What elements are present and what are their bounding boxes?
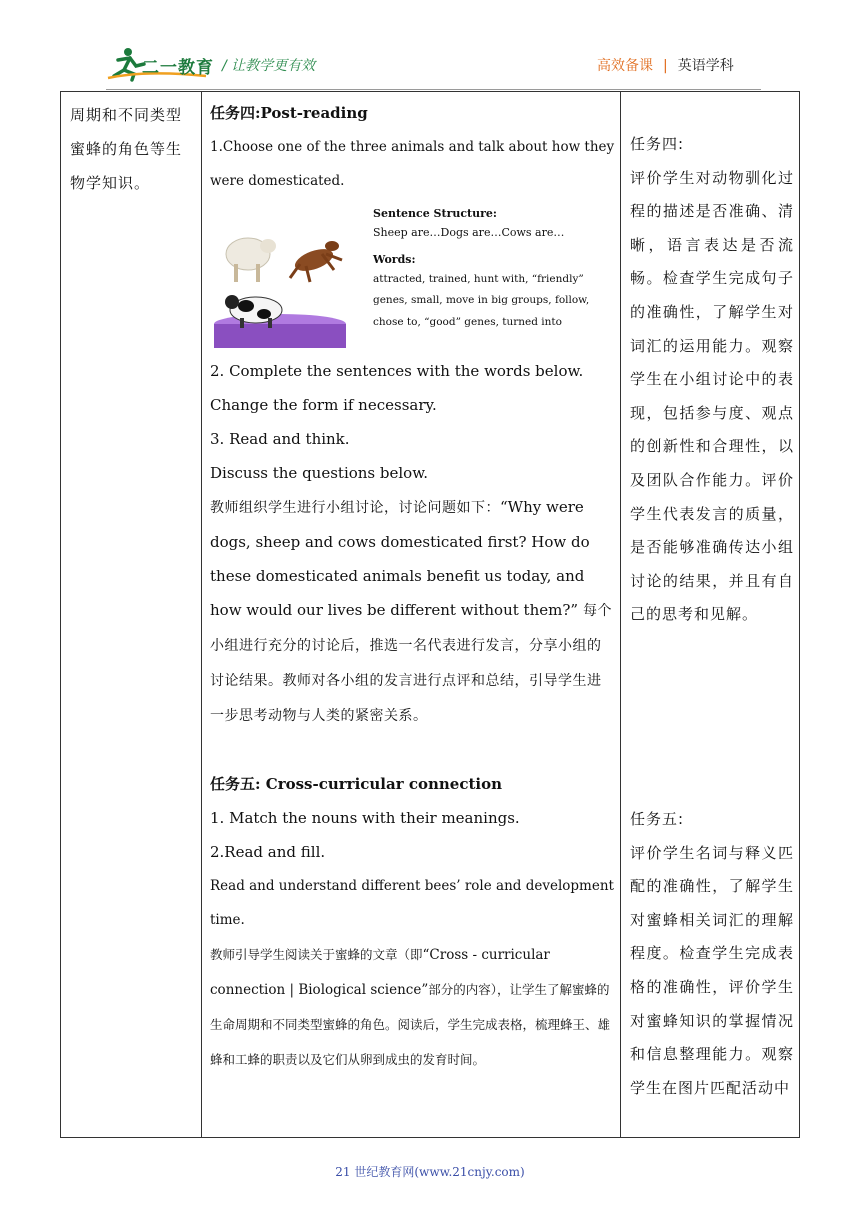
evaluation-task5 [630, 803, 794, 1105]
task5-paragraph [210, 937, 615, 1077]
task4-item-3: 3. Read and think. [210, 430, 350, 448]
column-divider-1 [201, 92, 202, 1137]
header-tag-prep: 高效备课 [597, 58, 653, 74]
column-divider-2 [620, 92, 621, 1137]
eval5-heading: 任务五: [630, 810, 685, 828]
task4-item-2: 2. Complete the sentences with the words below. Change the form if necessary. [210, 362, 584, 414]
header-rule [106, 89, 761, 90]
task4-discuss: Discuss the questions below. [210, 464, 429, 482]
task4-heading: 任务四:Post-reading [210, 104, 368, 122]
task5-item-1: 1. Match the nouns with their meanings. [210, 809, 520, 827]
activity-cell [210, 96, 615, 1077]
task4-para-zh-1: 教师组织学生进行小组讨论，讨论问题如下： [210, 500, 500, 516]
task4-para-zh-2: 每个小组进行充分的讨论后，推选一名代表进行发言，分享小组的讨论结果。教师对各小组的发言进行点评和总结，引导学生进一步思考动物与人类的紧密关系。 [210, 603, 612, 724]
page-header [0, 0, 860, 92]
task5-subtitle: Read and understand different bees’ role and development time. [210, 878, 614, 928]
structure-body: Sheep are…Dogs are…Cows are… [373, 226, 565, 239]
animals-picture [210, 202, 370, 348]
spacer [210, 733, 615, 767]
task5-para-zh-2: 部分的内容），让学生了解蜜蜂的生命周期和不同类型蜜蜂的角色。阅读后，学生完成表格，梳理蜂王、雄蜂和工蜂的职责以及它们从卵到成虫的发育时间。 [210, 982, 611, 1067]
words-title: Words: [373, 253, 416, 266]
task5-para-en: “Cross - curricular connection | Biological science” [210, 947, 550, 998]
header-right [597, 55, 734, 75]
task4-item-1: 1.Choose one of the three animals and talk about how they were domesticated. [210, 139, 615, 189]
task4-para-en: “Why were dogs, sheep and cows domesticated first? How do these domesticated animals benefit us today, and how would our lives be different without them?” [210, 498, 590, 619]
eval4-body: 评价学生对动物驯化过程的描述是否准确、清晰，语言表达是否流畅。检查学生完成句子的准确性，了解学生对词汇的运用能力。观察学生在小组讨论中的表现，包括参与度、观点的创新性和合理性，以及团队合作能力。评价学生代表发言的质量，是否能够准确传达小组讨论的结果，并且有自己的思考和见解。 [630, 168, 794, 624]
task5-para-zh-1: 教师引导学生阅读关于蜜蜂的文章（即 [210, 947, 423, 962]
animals-figure [210, 202, 615, 348]
header-tag-subject: 英语学科 [677, 58, 734, 74]
eval4-heading: 任务四: [630, 135, 685, 153]
words-line-1: attracted, trained, hunt with, “friendly” [373, 273, 584, 285]
task5-heading: 任务五: Cross-curricular connection [210, 775, 503, 793]
page-footer: 21 世纪教育网(www.21cnjy.com) [335, 1165, 525, 1179]
logo-text: 二一教育 [142, 58, 214, 78]
words-line-3: chose to, “good” genes, turned into [373, 316, 562, 328]
slogan: / 让教学更有效 [222, 58, 316, 74]
eval5-body: 评价学生名词与释义匹配的准确性，了解学生对蜜蜂相关词汇的理解程度。检查学生完成表格的准确性，评价学生对蜜蜂知识的掌握情况和信息整理能力。观察学生在图片匹配活动中 [630, 843, 794, 1097]
task4-paragraph [210, 490, 615, 733]
task5-item-2: 2.Read and fill. [210, 843, 326, 861]
structure-title: Sentence Structure: [373, 207, 497, 220]
evaluation-task4 [630, 128, 794, 632]
words-line-2: genes, small, move in big groups, follow, [373, 294, 590, 306]
header-separator: | [663, 58, 668, 74]
objective-cell: 周期和不同类型蜜蜂的角色等生物学知识。 [70, 106, 183, 192]
lesson-table [60, 91, 800, 1138]
